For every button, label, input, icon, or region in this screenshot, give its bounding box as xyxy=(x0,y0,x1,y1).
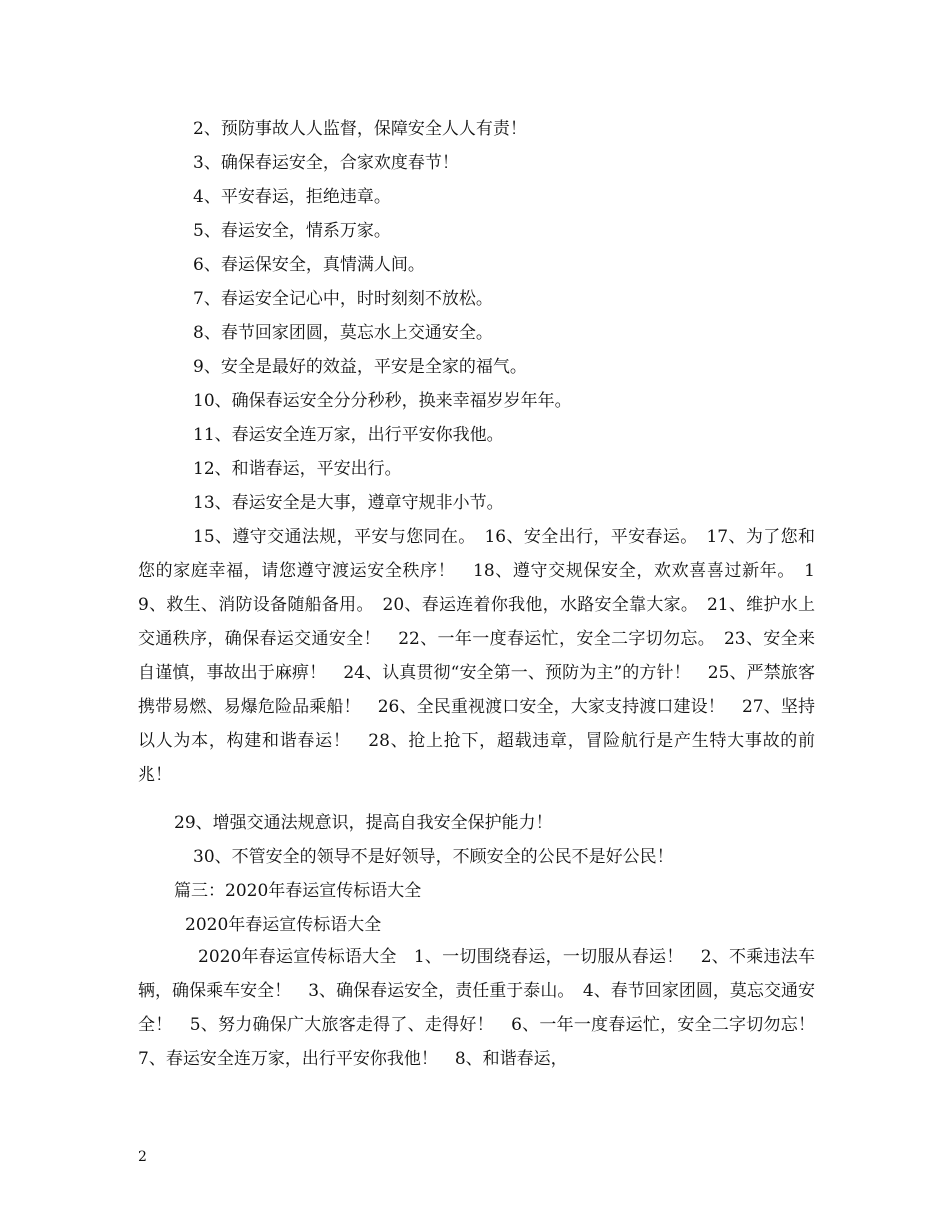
slogan-line: 5、春运安全，情系万家。 xyxy=(193,221,391,241)
slogan-line-29: 29、增强交通法规意识，提高自我安全保护能力！ xyxy=(174,813,553,833)
section-heading: 篇三：2020年春运宣传标语大全 xyxy=(174,881,422,901)
slogan-line: 2、预防事故人人监督，保障安全人人有责！ xyxy=(193,119,527,139)
slogan-line: 7、春运安全记心中，时时刻刻不放松。 xyxy=(193,289,493,309)
page-number: 2 xyxy=(138,1149,147,1165)
slogan-line: 9、安全是最好的效益，平安是全家的福气。 xyxy=(193,357,527,377)
slogan-line: 12、和谐春运，平安出行。 xyxy=(193,459,402,479)
slogans-paragraph-15-28: 15、遵守交通法规，平安与您同在。 16、安全出行，平安春运。 17、为了您和您的家庭幸福，请您遵守渡运安全秩序！ 18、遵守交规保安全，欢欢喜喜过新年。 19、救生、消防设备随船备用。 20、春运连着你我他，水路安全靠大家。 21、维护水上交通秩序，确保春运交通安全！ 22、一年一度春运忙，安全二字切勿忘。 23、安全来自谨慎，事故出于麻痹！ 24、认真贯彻“安全第一、预防为主”的方针！ 25、严禁旅客携带易燃、易爆危险品乘船！ 26、全民重视渡口安全，大家支持渡口建设！ 27、坚持以人为本，构建和谐春运！ 28、抢上抢下，超载违章，冒险航行是产生特大事故的前兆！ xyxy=(138,527,815,785)
slogan-line: 3、确保春运安全，合家欢度春节！ xyxy=(193,153,459,173)
slogan-line-30: 30、不管安全的领导不是好领导，不顾安全的公民不是好公民！ xyxy=(193,847,674,867)
section-subtitle: 2020年春运宣传标语大全 xyxy=(185,915,382,935)
slogan-line: 13、春运安全是大事，遵章守规非小节。 xyxy=(193,493,504,513)
slogan-line: 10、确保春运安全分分秒秒，换来幸福岁岁年年。 xyxy=(193,391,572,411)
slogans-paragraph-2020: 2020年春运宣传标语大全 1、一切围绕春运，一切服从春运！ 2、不乘违法车辆，确保乘车安全！ 3、确保春运安全，责任重于泰山。 4、春节回家团圆，莫忘交通安全！ 5、努力确保广大旅客走得了、走得好！ 6、一年一度春运忙，安全二字切勿忘！ 7、春运安全连万家，出行平安你我他！ 8、和谐春运， xyxy=(138,947,832,1069)
slogan-line: 11、春运安全连万家，出行平安你我他。 xyxy=(193,425,504,445)
slogan-line: 4、平安春运，拒绝违章。 xyxy=(193,187,391,207)
slogan-line: 6、春运保安全，真情满人间。 xyxy=(193,255,425,275)
slogan-line: 8、春节回家团圆，莫忘水上交通安全。 xyxy=(193,323,493,343)
